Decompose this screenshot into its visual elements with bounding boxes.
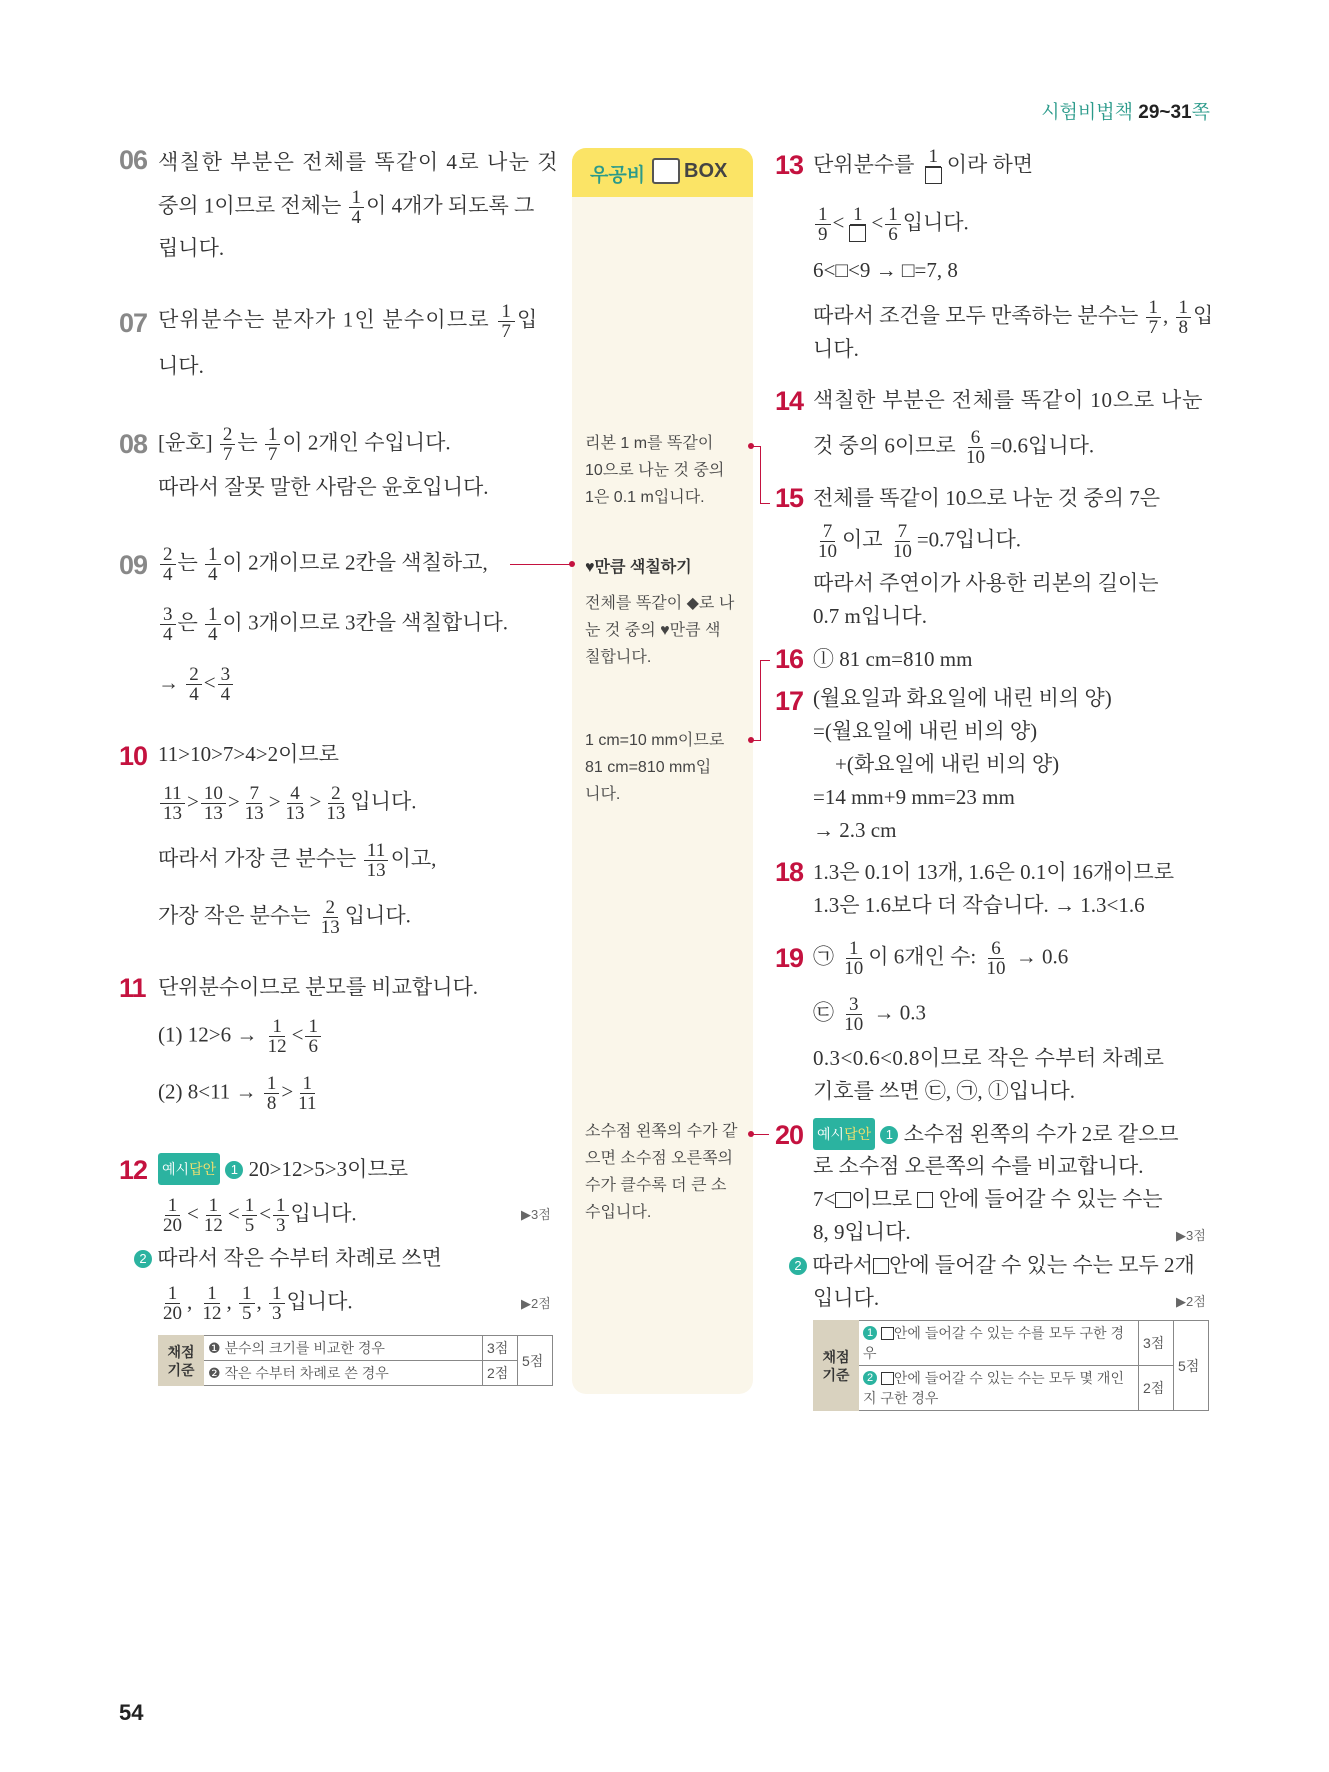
q17-line1: (월요일과 화요일에 내린 비의 양) (813, 686, 1112, 710)
note-ribbon: 리본 1 m를 똑같이 10으로 나눈 것 중의 1은 0.1 m입니다. (585, 435, 725, 506)
step-1-icon: 1 (880, 1126, 898, 1144)
example-answer-badge: 예시답안 (158, 1153, 220, 1185)
question-number: 20 (775, 1120, 804, 1150)
question-number: 13 (775, 150, 804, 180)
example-answer-badge: 예시답안 (813, 1118, 875, 1150)
question-number: 12 (119, 1155, 148, 1185)
q11-line3: (2) 8<11 → $\frac{1}{8}$ > $\frac{1}{11}$ (158, 1073, 317, 1114)
blank-box (849, 225, 866, 242)
q06-line1: 색칠한 부분은 전체를 똑같이 4로 나눈 것 (158, 150, 560, 174)
box-icon (652, 158, 680, 184)
criteria-points: 2점 (483, 1361, 518, 1386)
q13-line4: 따라서 조건을 모두 만족하는 분수는 $\frac{1}{7}$ , $\frac{1}{8}$ 입 (813, 297, 1214, 338)
fraction: $\frac{1}{4}$ (205, 605, 221, 644)
blank-box (917, 1192, 933, 1208)
step-1-icon: 1 (225, 1161, 243, 1179)
question-number: 17 (775, 686, 804, 716)
q09-line2: $\frac{3}{4}$ 은 $\frac{1}{4}$ 이 3개이므로 3칸을 색칠합니다. (158, 605, 508, 644)
q19-line2: ㉢ $\frac{3}{10}$ → 0.3 (813, 994, 926, 1035)
q13-line3: 6<□<9 → □=7, 8 (813, 258, 958, 282)
connector-line (760, 446, 761, 504)
question-number: 11 (119, 973, 146, 1003)
q08-line2: 따라서 잘못 말한 사람은 윤호입니다. (158, 475, 489, 499)
step-2-icon: 2 (134, 1250, 152, 1268)
criteria-label: 채점 기준 (814, 1321, 859, 1411)
blank-box (835, 1192, 851, 1208)
page-header (1041, 97, 1210, 124)
q20-line1: 예시답안 1 소수점 왼쪽의 수가 2로 같으므 (813, 1118, 1179, 1150)
q14-line2: 것 중의 6이므로 $\frac{6}{10}$ =0.6입니다. (813, 427, 1095, 468)
grading-criteria-table (813, 1320, 1209, 1411)
q06-line3: 립니다. (158, 236, 225, 260)
q10-line3: 따라서 가장 큰 분수는 $\frac{11}{13}$ 이고, (158, 840, 437, 881)
q19-line3: 0.3<0.6<0.8이므로 작은 수부터 차례로 (813, 1046, 1165, 1070)
q17-line3: +(화요일에 내린 비의 양) (835, 752, 1060, 776)
connector-line (751, 446, 761, 447)
header-title: 시험비법책 (1041, 102, 1133, 123)
connector-dot (569, 561, 575, 567)
q12-line2: $\frac{1}{20}$ < $\frac{1}{12}$ < $\frac{1}{5}$ < $\frac{1}{3}$ 입니다. (163, 1195, 357, 1236)
fraction: $\frac{2}{4}$ (160, 545, 176, 584)
criteria-points: 3점 (483, 1336, 518, 1361)
criteria-points: 3점 (1139, 1321, 1174, 1366)
note-decimal: 소수점 왼쪽의 수가 같 으면 소수점 오른쪽의 수가 클수록 더 큰 소 수입니다. (585, 1123, 738, 1221)
connector-line (760, 660, 770, 661)
blank-box (925, 167, 942, 184)
points-label: ▶3점 (1176, 1228, 1206, 1243)
fraction: $\frac{1}{7}$ (498, 302, 515, 341)
q10-line4: 가장 작은 분수는 $\frac{2}{13}$ 입니다. (158, 897, 411, 938)
page-number: 54 (119, 1700, 144, 1725)
fraction: $\frac{3}{4}$ (160, 605, 176, 644)
criteria-points: 2점 (1139, 1366, 1174, 1411)
question-number: 18 (775, 857, 804, 887)
question-number: 09 (119, 550, 148, 580)
q12-line1: 예시답안 1 20>12>5>3이므로 (158, 1153, 408, 1185)
sidebar-title-box: BOX (684, 160, 728, 182)
question-number: 10 (119, 741, 148, 771)
question-number: 07 (119, 308, 148, 338)
q13-line5: 니다. (813, 337, 859, 361)
question-number: 19 (775, 943, 804, 973)
sidebar-title-brand: 우공비 (590, 165, 646, 186)
q20-line5: 2 따라서 안에 들어갈 수 있는 수는 모두 2개 (789, 1250, 1195, 1280)
q20-line6: 입니다. (813, 1286, 880, 1310)
criteria-row: 2 안에 들어갈 수 있는 수는 모두 몇 개인지 구한 경우 (859, 1366, 1139, 1411)
criteria-row: ❷ 작은 수부터 차례로 쓴 경우 (204, 1361, 483, 1386)
q10-line2: $\frac{11}{13}$ > $\frac{10}{13}$ > $\frac{7}{13}$ > $\frac{4}{13}$ > $\frac{2}{13}$ 입니다. (158, 784, 416, 823)
connector-line (760, 503, 770, 504)
q17-line5: → 2.3 cm (813, 818, 897, 842)
q09-line1: $\frac{2}{4}$ 는 $\frac{1}{4}$ 이 2개이므로 2칸을 색칠하고, (158, 545, 488, 584)
q11-line1: 단위분수이므로 분모를 비교합니다. (158, 975, 479, 999)
q19-line1: ㉠ $\frac{1}{10}$ 이 6개인 수: $\frac{6}{10}$ → 0.6 (813, 938, 1069, 979)
q14-line1: 색칠한 부분은 전체를 똑같이 10으로 나눈 (813, 388, 1204, 412)
criteria-label: 채점 기준 (159, 1336, 204, 1386)
q07-line1: 단위분수는 분자가 1인 분수이므로 $\frac{1}{7}$ 입 (158, 301, 539, 342)
question-number: 06 (119, 145, 148, 175)
step-2-icon: 2 (789, 1257, 807, 1275)
question-number: 16 (775, 644, 804, 674)
criteria-row: ❶ 분수의 크기를 비교한 경우 (204, 1336, 483, 1361)
connector-line (751, 1134, 769, 1135)
question-number: 14 (775, 386, 804, 416)
question-number: 08 (119, 429, 148, 459)
q08-line1: [윤호] $\frac{2}{7}$ 는 $\frac{1}{7}$ 이 2개인 수입니다. (158, 424, 451, 465)
fraction: $\frac{1}{7}$ (265, 425, 281, 464)
criteria-total: 5점 (1174, 1321, 1209, 1411)
fraction: $\frac{2}{7}$ (220, 425, 236, 464)
connector-line (751, 740, 761, 741)
q17-line4: =14 mm+9 mm=23 mm (813, 785, 1015, 809)
q15-line1: 전체를 똑같이 10으로 나눈 것 중의 7은 (813, 486, 1161, 510)
fraction: $\frac{1}{4}$ (205, 545, 221, 584)
connector-line (760, 660, 761, 740)
points-label: ▶3점 (521, 1207, 551, 1222)
q15-line3: 따라서 주연이가 사용한 리본의 길이는 (813, 571, 1159, 595)
q12-line4: $\frac{1}{20}$ , $\frac{1}{12}$ , $\frac{1}{5}$ , $\frac{1}{3}$ 입니다. (163, 1283, 353, 1324)
sidebar-header (572, 148, 753, 197)
fraction: $\frac{1}{4}$ (349, 188, 365, 227)
q11-line2: (1) 12>6 → $\frac{1}{12}$ < $\frac{1}{6}$ (158, 1017, 323, 1056)
points-label: ▶2점 (521, 1296, 551, 1311)
q20-line4: 8, 9입니다. (813, 1220, 911, 1244)
criteria-row: 1 안에 들어갈 수 있는 수를 모두 구한 경우 (859, 1321, 1139, 1366)
q13-line1: 단위분수를 1 이라 하면 (813, 147, 1033, 186)
q16-line1: ⓛ 81 cm=810 mm (813, 647, 973, 671)
q15-line2: $\frac{7}{10}$ 이고 $\frac{7}{10}$ =0.7입니다. (818, 521, 1022, 562)
q19-line4: 기호를 쓰면 ㉢, ㉠, ⓛ입니다. (813, 1079, 1076, 1103)
q06-line2: 중의 1이므로 전체는 $\frac{1}{4}$ 이 4개가 되도록 그 (158, 187, 535, 228)
q09-line3: → $\frac{2}{4}$ < $\frac{3}{4}$ (158, 665, 235, 704)
points-label: ▶2점 (1176, 1294, 1206, 1309)
q18-line1: 1.3은 0.1이 13개, 1.6은 0.1이 16개이므로 (813, 860, 1175, 884)
blank-box (873, 1258, 889, 1274)
q07-line2: 니다. (158, 354, 204, 378)
q12-line3: 2 따라서 작은 수부터 차례로 쓰면 (134, 1243, 442, 1273)
question-number: 15 (775, 483, 804, 513)
q15-line4: 0.7 m입니다. (813, 604, 927, 628)
q10-line1: 11>10>7>4>2이므로 (158, 742, 339, 766)
header-pages: 29~31 (1138, 102, 1192, 123)
criteria-total: 5점 (518, 1336, 553, 1386)
fraction: $\frac{3}{4}$ (218, 665, 234, 704)
connector-line (510, 564, 570, 565)
grading-criteria-table (158, 1335, 553, 1386)
note-coloring: 전체를 똑같이 ◆로 나 눈 것 중의 ♥만큼 색 칠합니다. (585, 595, 735, 666)
fraction: $\frac{2}{4}$ (186, 665, 202, 704)
q13-line2: $\frac{1}{9}$ < 1 < $\frac{1}{6}$ 입니다. (813, 205, 969, 244)
q20-line2: 로 소수점 오른쪽의 수를 비교합니다. (813, 1154, 1144, 1178)
note-cm-mm: 1 cm=10 mm이므로 81 cm=810 mm입 니다. (585, 732, 725, 803)
header-suffix: 쪽 (1191, 102, 1210, 123)
q18-line2: 1.3은 1.6보다 더 작습니다. → 1.3<1.6 (813, 893, 1145, 917)
note-coloring-title: ♥만큼 색칠하기 (585, 559, 692, 576)
q17-line2: =(월요일에 내린 비의 양) (813, 719, 1038, 743)
q20-line3: 7< 이므로 안에 들어갈 수 있는 수는 (813, 1187, 1163, 1211)
